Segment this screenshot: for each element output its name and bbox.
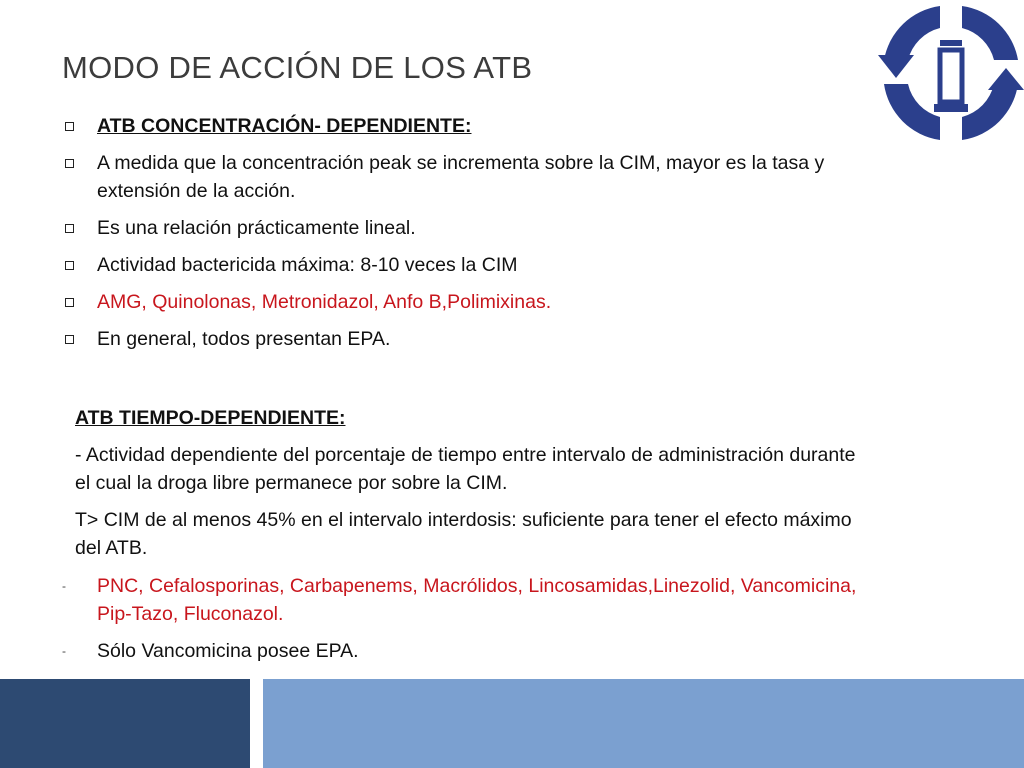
square-bullet-icon (65, 224, 74, 233)
square-bullet-icon (65, 122, 74, 131)
section-heading: ATB CONCENTRACIÓN- DEPENDIENTE: (97, 115, 472, 137)
list-item (62, 112, 892, 140)
list-item (62, 149, 892, 205)
list-item-text: Es una relación prácticamente lineal. (97, 217, 416, 239)
list-item-text: Actividad bactericida máxima: 8-10 veces la CIM (97, 254, 518, 276)
list-item (62, 572, 882, 628)
square-bullet-icon (65, 298, 74, 307)
paragraph: - Actividad dependiente del porcentaje de tiempo entre intervalo de administración durante el cual la droga libre permanece por sobre la CIM. (75, 444, 856, 494)
paragraph: T> CIM de al menos 45% en el intervalo interdosis: suficiente para tener el efecto máximo del ATB. (75, 509, 852, 559)
time-dependent-list (62, 572, 882, 674)
list-item (62, 325, 892, 353)
dash-bullet: - (62, 644, 66, 658)
square-bullet-icon (65, 261, 74, 270)
institution-logo (878, 0, 1024, 145)
footer-bar-dark (0, 679, 250, 768)
list-item-text: A medida que la concentración peak se incrementa sobre la CIM, mayor es la tasa y extensión de la acción. (97, 152, 825, 202)
section-heading: ATB TIEMPO-DEPENDIENTE: (75, 407, 346, 429)
square-bullet-icon (65, 159, 74, 168)
list-item (62, 214, 892, 242)
time-dependent-section (75, 404, 875, 571)
drug-list-text: AMG, Quinolonas, Metronidazol, Anfo B,Polimixinas. (97, 291, 552, 313)
list-item-text: En general, todos presentan EPA. (97, 328, 391, 350)
list-item (62, 288, 892, 316)
footer-bar-light (263, 679, 1024, 768)
list-item-text: Sólo Vancomicina posee EPA. (97, 640, 359, 662)
list-item (62, 637, 882, 665)
dash-bullet: - (62, 579, 66, 593)
drug-list-text: PNC, Cefalosporinas, Carbapenems, Macrólidos, Lincosamidas,Linezolid, Vancomicina, Pip-Tazo, Fluconazol. (97, 575, 857, 625)
slide-title: MODO DE ACCIÓN DE LOS ATB (62, 50, 533, 85)
list-item (62, 251, 892, 279)
square-bullet-icon (65, 335, 74, 344)
concentration-dependent-list (62, 112, 892, 362)
